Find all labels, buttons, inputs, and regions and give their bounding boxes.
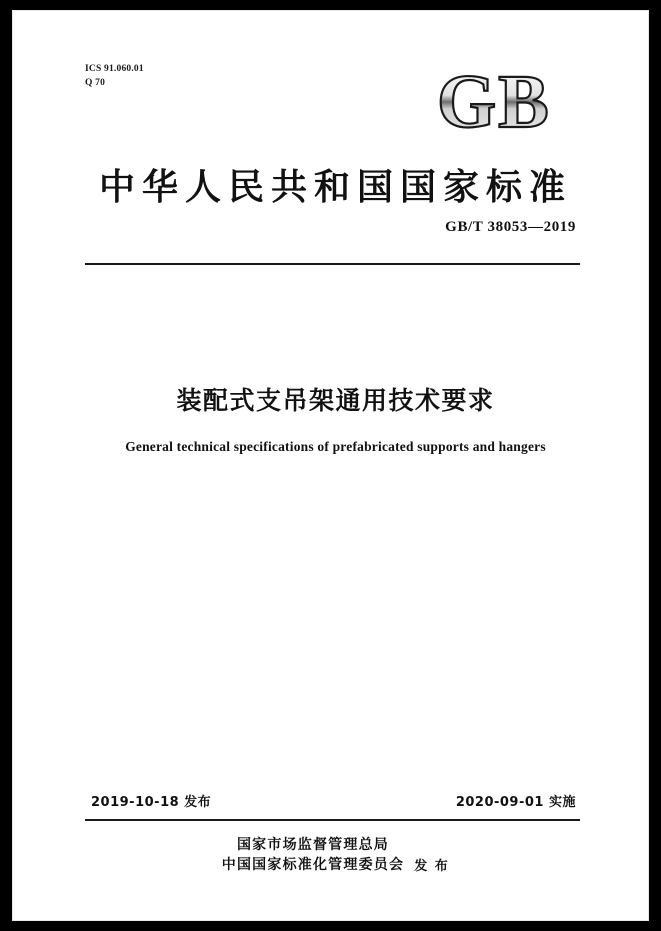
header-divider bbox=[85, 263, 580, 265]
document-title-chinese: 装配式支吊架通用技术要求 bbox=[176, 386, 495, 415]
ccs-code: Q 70 bbox=[85, 77, 106, 88]
issue-date: 2019-10-18 发布 bbox=[91, 795, 212, 810]
footer-divider bbox=[85, 819, 580, 821]
ics-classification bbox=[85, 63, 144, 91]
issuer-block bbox=[73, 835, 598, 876]
issuer-names bbox=[222, 835, 404, 876]
page-title: 中华人民共和国国家标准 bbox=[98, 167, 572, 208]
effective-date: 2020-09-01 实施 bbox=[455, 795, 576, 810]
standard-cover-page bbox=[12, 10, 649, 921]
standard-number: GB/T 38053—2019 bbox=[445, 219, 576, 235]
document-title-english: General technical specifications of prefabricated supports and hangers bbox=[125, 439, 546, 454]
svg-text:GB: GB bbox=[437, 65, 551, 137]
cover-content bbox=[73, 51, 598, 890]
issuer-verb: 发 布 bbox=[414, 858, 450, 874]
date-row bbox=[85, 791, 580, 813]
gb-logo-icon bbox=[435, 65, 570, 137]
issuer-line-2: 中国国家标准化管理委员会 bbox=[221, 857, 405, 874]
ics-code: ICS 91.060.01 bbox=[85, 64, 144, 74]
issuer-line-1: 国家市场监督管理总局 bbox=[236, 837, 389, 853]
